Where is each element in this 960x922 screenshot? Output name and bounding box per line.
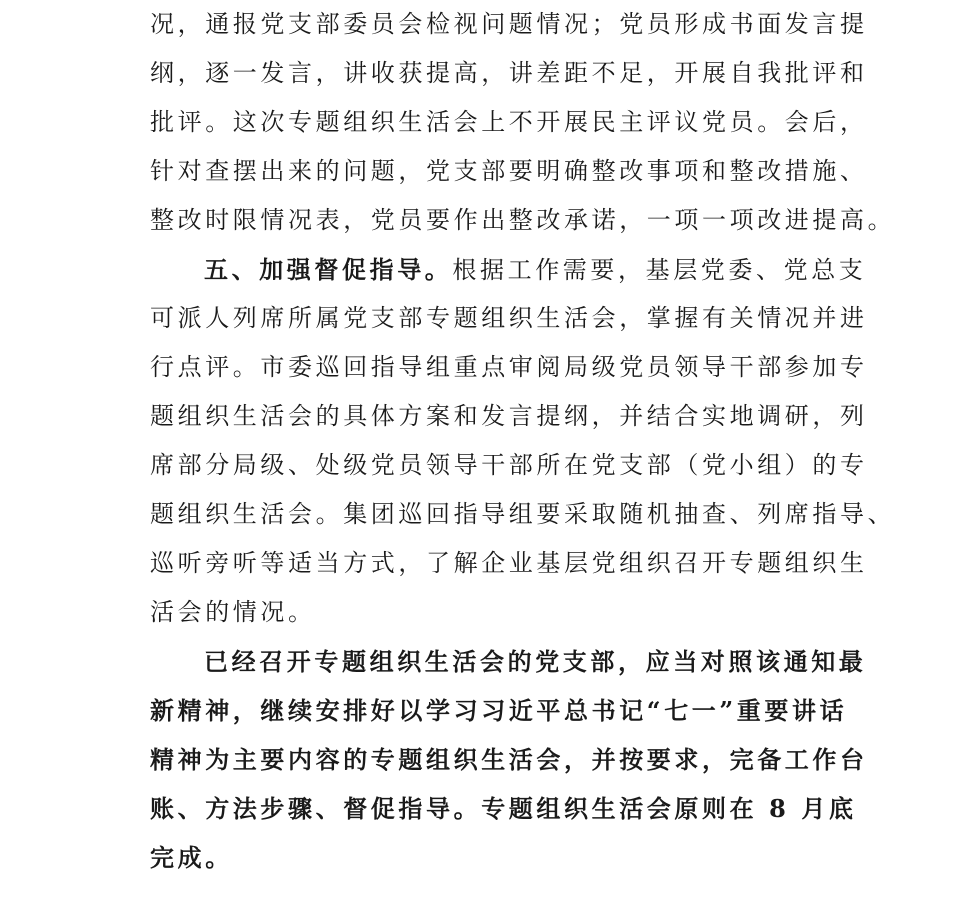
text-line: 精神为主要内容的专题组织生活会，并按要求，完备工作台 — [150, 745, 868, 774]
text-line: 活会的情况。 — [150, 598, 316, 626]
text-line: 已经召开专题组织生活会的党支部，应当对照该通知最 — [204, 647, 867, 676]
paragraph-2 — [150, 245, 896, 637]
text-line — [150, 245, 867, 294]
text-line: 账、方法步骤、督促指导。专题组织生活会原则在 8 月底 — [150, 794, 857, 823]
text-line: 巡听旁听等适当方式，了解企业基层党组织召开专题组织生 — [150, 549, 868, 577]
text-line: 纲，逐一发言，讲收获提高，讲差距不足，开展自我批评和 — [150, 59, 868, 87]
paragraph-1 — [150, 0, 896, 245]
text-line: 针对查摆出来的问题，党支部要明确整改事项和整改措施、 — [150, 157, 868, 185]
text-line: 行点评。市委巡回指导组重点审阅局级党员领导干部参加专 — [150, 353, 868, 381]
text-line: 可派人列席所属党支部专题组织生活会，掌握有关情况并进 — [150, 304, 868, 332]
text-line: 题组织生活会的具体方案和发言提纲，并结合实地调研，列 — [150, 402, 868, 430]
text-line: 批评。这次专题组织生活会上不开展民主评议党员。会后， — [150, 108, 868, 136]
text-line: 况，通报党支部委员会检视问题情况；党员形成书面发言提 — [150, 10, 868, 38]
text-line: 题组织生活会。集团巡回指导组要采取随机抽查、列席指导、 — [150, 500, 896, 528]
text-line: 新精神，继续安排好以学习习近平总书记“七一”重要讲话 — [150, 696, 848, 725]
section-heading: 五、加强督促指导。 — [204, 255, 453, 284]
text-line: 席部分局级、处级党员领导干部所在党支部（党小组）的专 — [150, 451, 868, 479]
heading-line-text: 根据工作需要，基层党委、党总支 — [452, 256, 867, 284]
paragraph-3 — [150, 637, 868, 882]
text-line: 整改时限情况表，党员要作出整改承诺，一项一项改进提高。 — [150, 206, 896, 234]
text-line: 完成。 — [150, 843, 233, 872]
